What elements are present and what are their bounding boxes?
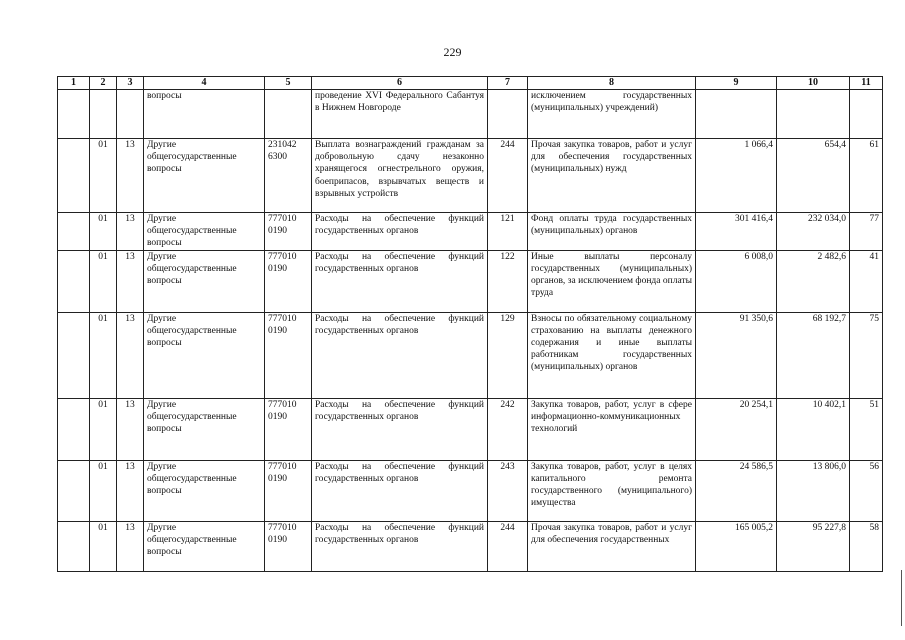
cell-target-name: Расходы на обеспечение функций государственных органов [312,398,488,460]
cell-section: 01 [90,521,117,571]
cell-section [90,90,117,139]
cell-col-1 [58,521,90,571]
header-col-1: 1 [58,77,90,90]
cell-section: 01 [90,312,117,398]
table-row [58,213,883,251]
cell-target-name: Выплата вознаграждений гражданам за добровольную сдачу незаконно хранящегося огнестрельного оружия, боеприпасов, взрывчатых веществ и взрывных устройств [312,139,488,213]
table-row [58,90,883,139]
cell-expense-code: 244 [488,139,528,213]
table-row [58,521,883,571]
cell-col-1 [58,460,90,521]
cell-target-code: 777010 0190 [265,213,312,251]
cell-section-name: Другие общегосударственные вопросы [144,250,265,312]
cell-expense-name: Фонд оплаты труда государственных (муниципальных) органов [528,213,696,251]
cell-actual: 10 402,1 [777,398,850,460]
cell-expense-name: Прочая закупка товаров, работ и услуг для обеспечения государственных [528,521,696,571]
cell-col-1 [58,312,90,398]
header-col-11: 11 [850,77,883,90]
cell-expense-name: Взносы по обязательному социальному страхованию на выплаты денежного содержания и иные выплаты работникам государственных (муниципальных) органов [528,312,696,398]
cell-actual: 232 034,0 [777,213,850,251]
cell-subsection: 13 [117,213,144,251]
cell-section-name: вопросы [144,90,265,139]
cell-planned: 6 008,0 [696,250,777,312]
table-row [58,460,883,521]
cell-percent [850,90,883,139]
cell-expense-name: Иные выплаты персоналу государственных (муниципальных) органов, за исключением фонда оплаты труда [528,250,696,312]
cell-planned: 165 005,2 [696,521,777,571]
cell-col-1 [58,398,90,460]
cell-target-code [265,90,312,139]
cell-target-name: Расходы на обеспечение функций государственных органов [312,460,488,521]
cell-section: 01 [90,213,117,251]
header-col-5: 5 [265,77,312,90]
cell-actual: 654,4 [777,139,850,213]
table-row [58,312,883,398]
page-number: 229 [443,45,462,59]
cell-planned: 1 066,4 [696,139,777,213]
header-col-3: 3 [117,77,144,90]
cell-col-1 [58,213,90,251]
cell-subsection: 13 [117,250,144,312]
cell-planned: 301 416,4 [696,213,777,251]
cell-target-name: Расходы на обеспечение функций государственных органов [312,250,488,312]
cell-subsection [117,90,144,139]
cell-expense-code: 242 [488,398,528,460]
cell-subsection: 13 [117,139,144,213]
header-col-2: 2 [90,77,117,90]
table-row [58,139,883,213]
cell-percent: 75 [850,312,883,398]
cell-expense-code: 122 [488,250,528,312]
cell-percent: 77 [850,213,883,251]
cell-actual [777,90,850,139]
cell-section-name: Другие общегосударственные вопросы [144,312,265,398]
cell-col-1 [58,139,90,213]
scan-edge-mark [901,570,905,626]
cell-expense-name: Закупка товаров, работ, услуг в целях капитального ремонта государственного (муниципального) имущества [528,460,696,521]
cell-percent: 58 [850,521,883,571]
cell-target-code: 777010 0190 [265,312,312,398]
cell-target-code: 777010 0190 [265,250,312,312]
cell-actual: 95 227,8 [777,521,850,571]
cell-target-code: 777010 0190 [265,521,312,571]
cell-section-name: Другие общегосударственные вопросы [144,460,265,521]
cell-actual: 13 806,0 [777,460,850,521]
cell-section: 01 [90,250,117,312]
cell-percent: 56 [850,460,883,521]
cell-target-name: проведение XVI Федерального Сабантуя в Нижнем Новгороде [312,90,488,139]
cell-section: 01 [90,460,117,521]
header-col-9: 9 [696,77,777,90]
cell-subsection: 13 [117,398,144,460]
cell-expense-code: 244 [488,521,528,571]
cell-section-name: Другие общегосударственные вопросы [144,398,265,460]
cell-subsection: 13 [117,460,144,521]
cell-planned: 20 254,1 [696,398,777,460]
cell-col-1 [58,250,90,312]
cell-planned: 24 586,5 [696,460,777,521]
cell-target-code: 777010 0190 [265,398,312,460]
cell-expense-code: 121 [488,213,528,251]
cell-section-name: Другие общегосударственные вопросы [144,139,265,213]
cell-expense-name: Прочая закупка товаров, работ и услуг для обеспечения государственных (муниципальных) нужд [528,139,696,213]
cell-target-code: 777010 0190 [265,460,312,521]
cell-planned: 91 350,6 [696,312,777,398]
budget-table [57,76,883,572]
cell-subsection: 13 [117,521,144,571]
header-col-7: 7 [488,77,528,90]
header-col-6: 6 [312,77,488,90]
table-row [58,250,883,312]
cell-actual: 68 192,7 [777,312,850,398]
cell-expense-code: 243 [488,460,528,521]
cell-target-name: Расходы на обеспечение функций государственных органов [312,213,488,251]
cell-target-name: Расходы на обеспечение функций государственных органов [312,312,488,398]
cell-expense-name: Закупка товаров, работ, услуг в сфере информационно-коммуникационных технологий [528,398,696,460]
header-col-8: 8 [528,77,696,90]
cell-section-name: Другие общегосударственные вопросы [144,213,265,251]
cell-subsection: 13 [117,312,144,398]
table-row [58,398,883,460]
header-row [58,77,883,90]
cell-expense-code [488,90,528,139]
header-col-4: 4 [144,77,265,90]
cell-target-name: Расходы на обеспечение функций государственных органов [312,521,488,571]
cell-expense-code: 129 [488,312,528,398]
cell-percent: 61 [850,139,883,213]
cell-planned [696,90,777,139]
cell-section: 01 [90,398,117,460]
cell-col-1 [58,90,90,139]
cell-actual: 2 482,6 [777,250,850,312]
cell-percent: 51 [850,398,883,460]
cell-percent: 41 [850,250,883,312]
cell-expense-name: исключением государственных (муниципальных) учреждений) [528,90,696,139]
header-col-10: 10 [777,77,850,90]
cell-section: 01 [90,139,117,213]
cell-target-code: 231042 6300 [265,139,312,213]
cell-section-name: Другие общегосударственные вопросы [144,521,265,571]
